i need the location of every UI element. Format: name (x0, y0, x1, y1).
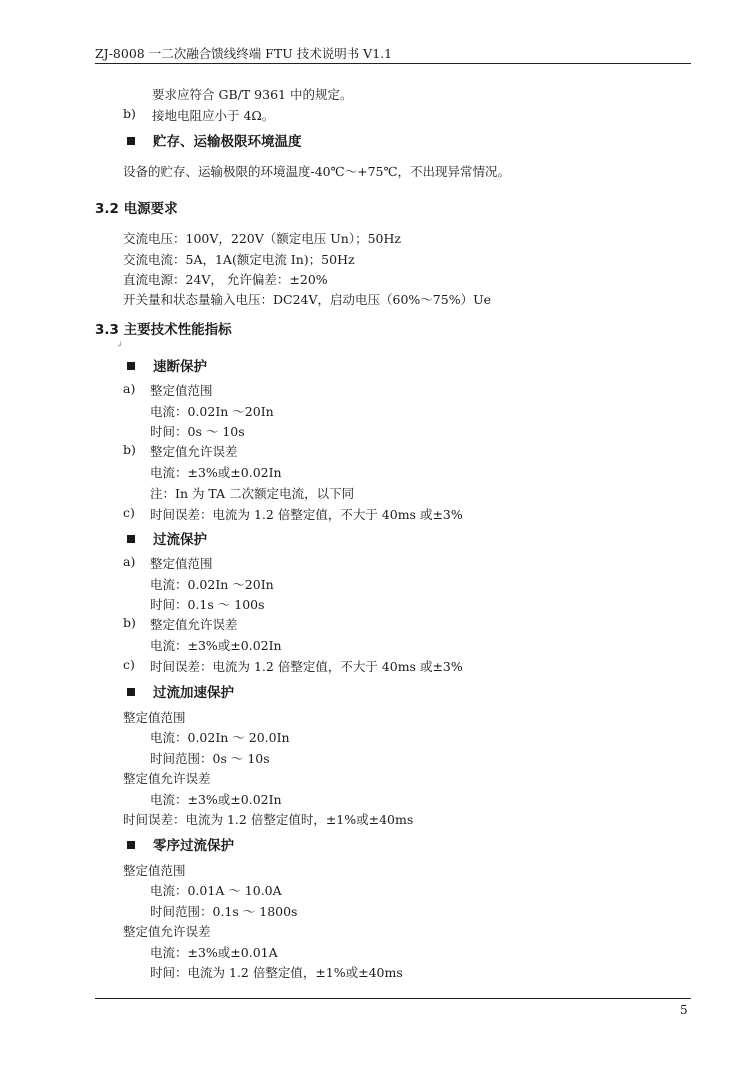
text-line: 电流：0.02In ～20In (150, 577, 274, 592)
text-line: 时间：0s ～ 10s (150, 424, 245, 439)
bullet-square-icon (127, 688, 135, 696)
text-line: 整定值范围 (123, 710, 186, 725)
subheading-overcurrent-accel (127, 681, 234, 701)
subheading-quick-break (127, 355, 207, 375)
list-marker: c) (123, 657, 135, 672)
text-line: 电流：±3%或±0.02In (150, 638, 282, 653)
list-marker: b) (123, 615, 136, 630)
subheading-text: 速断保护 (153, 359, 207, 375)
subheading-overcurrent (127, 528, 207, 548)
text-line: 整定值允许误差 (150, 444, 238, 459)
subheading-text: 零序过流保护 (153, 838, 234, 854)
subheading-storage (127, 130, 302, 150)
list-marker: c) (123, 505, 135, 520)
text-line: 时间：0.1s ～ 100s (150, 597, 265, 612)
page-number: 5 (680, 1003, 688, 1017)
bullet-square-icon (127, 362, 135, 370)
text-line: 接地电阻应小于 4Ω。 (152, 108, 275, 123)
footer-rule (95, 998, 691, 999)
text-line: 电流：0.01A ～ 10.0A (150, 883, 282, 898)
text-line: 时间范围：0.1s ～ 1800s (150, 904, 298, 919)
text-line: 整定值允许误差 (123, 924, 211, 939)
text-line: 整定值允许误差 (123, 771, 211, 786)
text-line: 时间：电流为 1.2 倍整定值，±1%或±40ms (150, 965, 403, 980)
text-line: 时间误差：电流为 1.2 倍整定值，不大于 40ms 或±3% (150, 507, 463, 522)
text-line: 整定值范围 (123, 863, 186, 878)
bullet-square-icon (127, 535, 135, 543)
bullet-square-icon (127, 137, 135, 145)
text-line: 时间范围：0s ～ 10s (150, 751, 270, 766)
subheading-text: 贮存、运输极限环境温度 (153, 134, 302, 150)
list-marker: a) (123, 554, 136, 569)
text-line: 注：In 为 TA 二次额定电流，以下同 (150, 486, 355, 501)
list-marker: b) (123, 442, 136, 457)
text-line: 时间误差：电流为 1.2 倍整定值时，±1%或±40ms (123, 812, 414, 827)
text-line: 交流电流：5A，1A(额定电流 In)；50Hz (123, 252, 355, 267)
section-heading: 3.3 主要技术性能指标 (95, 322, 232, 338)
text-line: 整定值允许误差 (150, 617, 238, 632)
section-heading: 3.2 电源要求 (95, 201, 178, 217)
bullet-square-icon (127, 841, 135, 849)
text-line: 电流：0.02In ～20In (150, 404, 274, 419)
subheading-zero-sequence (127, 834, 234, 854)
page-header: ZJ-8008 一二次融合馈线终端 FTU 技术说明书 V1.1 (95, 46, 393, 61)
list-marker: a) (123, 381, 136, 396)
subheading-text: 过流加速保护 (153, 685, 234, 701)
text-line: 整定值范围 (150, 383, 213, 398)
list-marker: b) (123, 106, 136, 121)
text-line: 要求应符合 GB/T 9361 中的规定。 (152, 87, 353, 102)
text-line: 电流：0.02In ～ 20.0In (150, 730, 290, 745)
text-line: 开关量和状态量输入电压：DC24V，启动电压（60%～75%）Ue (123, 292, 492, 307)
text-line: 电流：±3%或±0.01A (150, 945, 278, 960)
header-rule (95, 63, 691, 64)
text-line: 交流电压：100V，220V（额定电压 Un）；50Hz (123, 231, 401, 246)
text-line: 电流：±3%或±0.02In (150, 792, 282, 807)
text-line: 电流：±3%或±0.02In (150, 465, 282, 480)
text-line: 整定值范围 (150, 556, 213, 571)
subheading-text: 过流保护 (153, 532, 207, 548)
text-line: 设备的贮存、运输极限的环境温度-40℃～+75℃，不出现异常情况。 (123, 164, 510, 179)
text-line: 直流电源：24V， 允许偏差：±20% (123, 272, 328, 287)
paragraph-mark: ↲ (116, 340, 123, 349)
text-line: 时间误差：电流为 1.2 倍整定值，不大于 40ms 或±3% (150, 659, 463, 674)
